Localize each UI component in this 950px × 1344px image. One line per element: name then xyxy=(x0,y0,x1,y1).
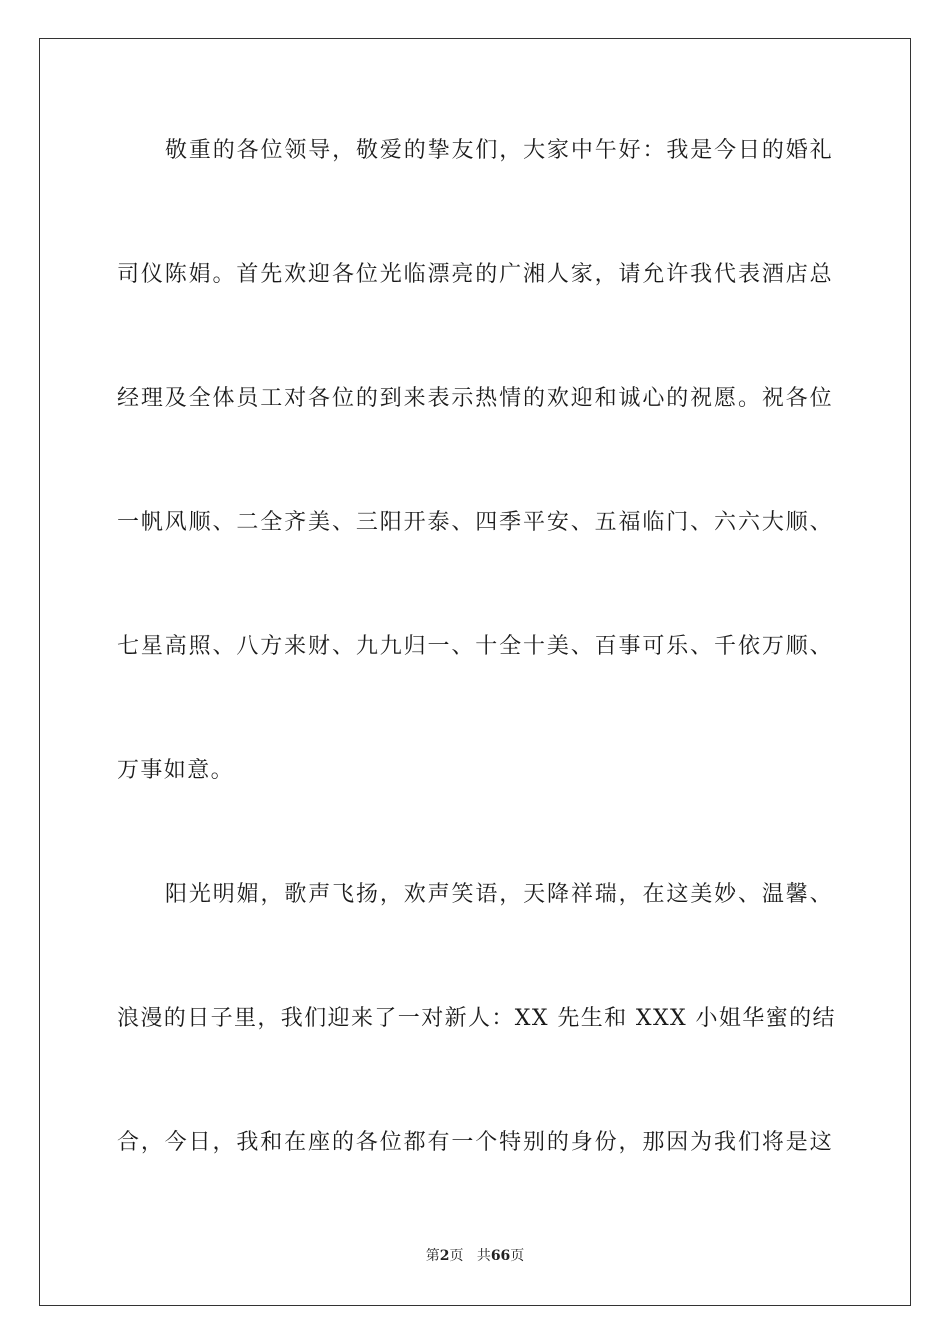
page-suffix: 页 xyxy=(449,1248,464,1264)
total-prefix: 共 xyxy=(476,1248,491,1264)
paragraph-1-line-4: 一帆风顺、二全齐美、三阳开泰、四季平安、五福临门、六六大顺、 xyxy=(117,510,833,535)
paragraph-2-line-2: 浪漫的日子里，我们迎来了一对新人：XX 先生和 XXX 小姐华蜜的结 xyxy=(117,1006,836,1031)
paragraph-1-line-5: 七星高照、八方来财、九九归一、十全十美、百事可乐、千依万顺、 xyxy=(117,634,833,659)
paragraph-2-line-3: 合，今日，我和在座的各位都有一个特别的身份，那因为我们将是这 xyxy=(117,1130,833,1155)
paragraph-1-line-1: 敬重的各位领导，敬爱的挚友们，大家中午好：我是今日的婚礼 xyxy=(165,138,833,163)
page-footer xyxy=(0,1247,950,1265)
paragraph-1-line-2: 司仪陈娟。首先欢迎各位光临漂亮的广湘人家，请允许我代表酒店总 xyxy=(117,262,833,287)
total-suffix: 页 xyxy=(510,1248,525,1264)
paragraph-2-line-1: 阳光明媚，歌声飞扬，欢声笑语，天降祥瑞，在这美妙、温馨、 xyxy=(165,882,833,907)
page-number: 2 xyxy=(439,1248,450,1264)
paragraph-1-line-6: 万事如意。 xyxy=(117,758,235,783)
page-border xyxy=(39,38,911,1306)
page-prefix: 第 xyxy=(425,1248,440,1264)
total-pages: 66 xyxy=(490,1248,511,1264)
paragraph-1-line-3: 经理及全体员工对各位的到来表示热情的欢迎和诚心的祝愿。祝各位 xyxy=(117,386,833,411)
